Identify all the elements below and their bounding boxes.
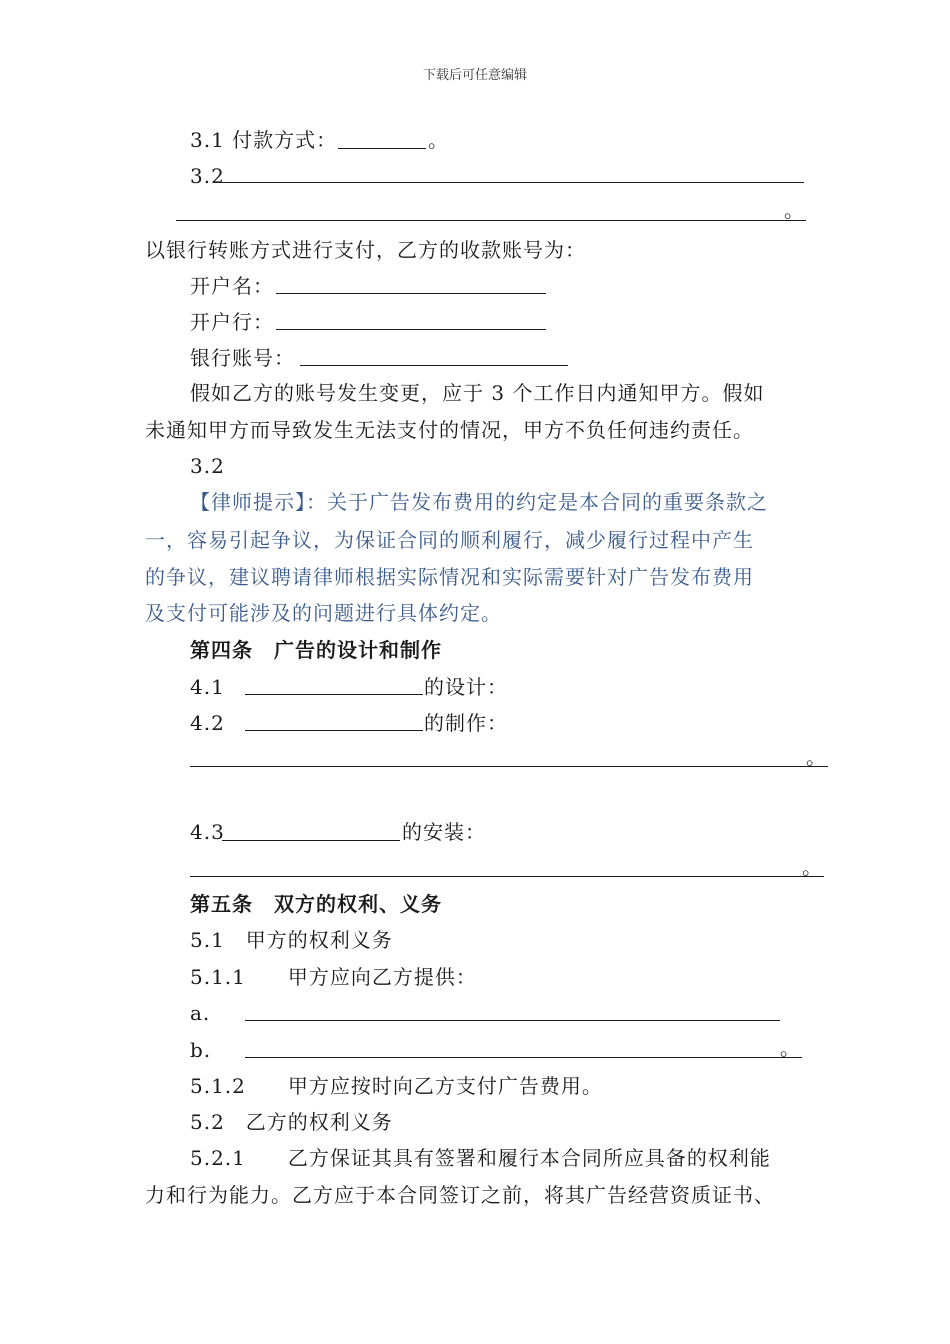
period: 。 (428, 128, 449, 152)
account-change-line1: 假如乙方的账号发生变更，应于 3 个工作日内通知甲方。假如 (190, 381, 765, 405)
clause-5-1-1: 5.1.1 甲方应向乙方提供： (190, 965, 477, 989)
account-number-field[interactable] (300, 365, 568, 366)
item-a-label: a. (190, 1001, 211, 1025)
period: 。 (806, 745, 826, 769)
clause-3-2-second: 3.2 (190, 454, 225, 478)
blank-payment-method[interactable] (338, 148, 426, 149)
clause-4-3-number: 4.3 (190, 820, 225, 844)
blank-4-2-detail[interactable] (190, 766, 828, 767)
clause-5-1: 5.1 甲方的权利义务 (190, 928, 393, 952)
period: 。 (784, 198, 804, 222)
article-5-heading: 第五条 双方的权利、义务 (190, 892, 442, 916)
clause-5-2: 5.2 乙方的权利义务 (190, 1110, 393, 1134)
lawyer-tip-line2: 一，容易引起争议，为保证合同的顺利履行，减少履行过程中产生 (145, 528, 754, 552)
lawyer-tip-line1: 【律师提示】：关于广告发布费用的约定是本合同的重要条款之 (190, 490, 768, 514)
bank-transfer-intro: 以银行转账方式进行支付，乙方的收款账号为： (145, 238, 586, 262)
lawyer-tip-line4: 及支付可能涉及的问题进行具体约定。 (145, 601, 502, 625)
page-header: 下载后可任意编辑 (422, 68, 527, 83)
article-4-heading: 第四条 广告的设计和制作 (190, 638, 442, 662)
account-change-line2: 未通知甲方而导致发生无法支付的情况，甲方不负任何违约责任。 (145, 418, 754, 442)
account-bank-label: 开户行： (190, 310, 274, 334)
account-name-label: 开户名： (190, 274, 274, 298)
blank-4-2[interactable] (245, 730, 423, 731)
period: 。 (780, 1036, 800, 1060)
blank-3-2-line2[interactable] (176, 220, 806, 221)
clause-4-2-number: 4.2 (190, 711, 225, 735)
clause-4-1-number: 4.1 (190, 675, 225, 699)
account-name-field[interactable] (276, 293, 546, 294)
clause-4-1-text: 的设计： (424, 675, 508, 699)
clause-5-2-1-line2: 力和行为能力。乙方应于本合同签订之前，将其广告经营资质证书、 (145, 1183, 775, 1207)
blank-4-3[interactable] (222, 840, 400, 841)
clause-3-1: 3.1 付款方式： (190, 128, 338, 152)
clause-3-2: 3.2 (190, 164, 225, 188)
clause-4-3-text: 的安装： (402, 820, 486, 844)
blank-item-a[interactable] (245, 1020, 780, 1021)
account-number-label: 银行账号： (190, 346, 295, 370)
item-b-label: b. (190, 1038, 212, 1062)
blank-4-3-detail[interactable] (190, 876, 824, 877)
account-bank-field[interactable] (276, 329, 546, 330)
blank-4-1[interactable] (245, 694, 423, 695)
clause-4-2-text: 的制作： (424, 711, 508, 735)
period: 。 (802, 855, 822, 879)
lawyer-tip-line3: 的争议，建议聘请律师根据实际情况和实际需要针对广告发布费用 (145, 565, 754, 589)
clause-5-1-2: 5.1.2 甲方应按时向乙方支付广告费用。 (190, 1074, 603, 1098)
clause-5-2-1-line1: 5.2.1 乙方保证其具有签署和履行本合同所应具备的权利能 (190, 1146, 771, 1170)
blank-3-2-line1[interactable] (222, 182, 804, 183)
blank-item-b[interactable] (245, 1057, 802, 1058)
